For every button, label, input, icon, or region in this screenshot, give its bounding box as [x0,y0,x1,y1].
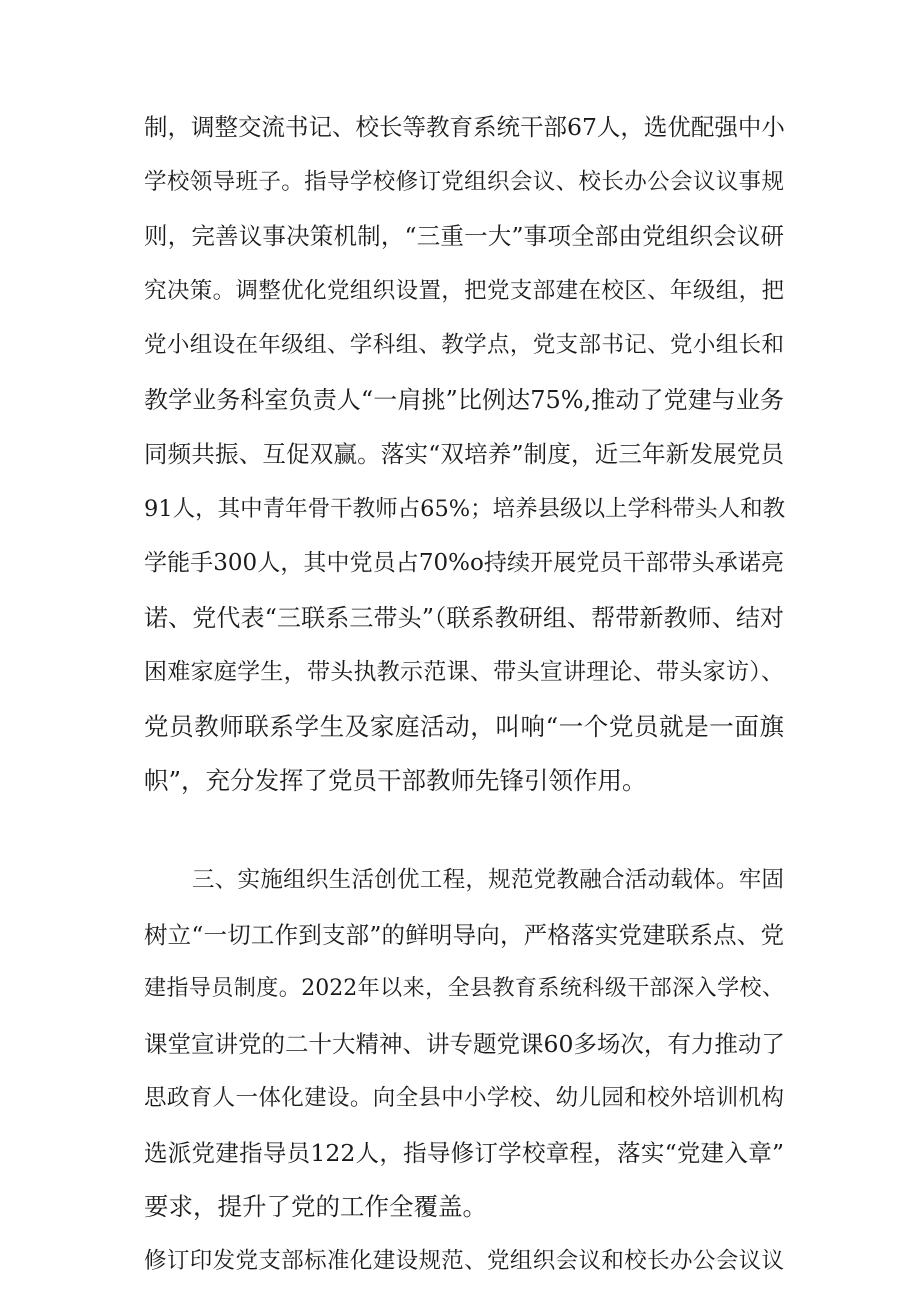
text-line: 诺、党代表“三联系三带头”（联系教研组、帮带新教师、结对 [144,604,784,632]
text-line: 91人，其中青年骨干教师占65%；培养县级以上学科带头人和教 [144,496,786,522]
text-line: 选派党建指导员122人，指导修订学校章程，落实“党建入章” [144,1139,784,1167]
text-line: 学校领导班子。指导学校修订党组织会议、校长办公会议议事规 [144,169,784,195]
text-line: 教学业务科室负责人“一肩挑”比例达75%,推动了党建与业务 [144,386,784,414]
text-line: 要求，提升了党的工作全覆盖。 [144,1192,487,1221]
text-line: 课堂宣讲党的二十大精神、讲专题党课60多场次，有力推动了 [144,1030,785,1058]
text-line: 帜”，充分发挥了党员干部教师先锋引领作用。 [144,766,647,795]
text-line: 修订印发党支部标准化建设规范、党组织会议和校长办公会议议 [144,1248,784,1274]
text-line: 建指导员制度。2022年以来，全县教育系统科级干部深入学校、 [144,976,784,1001]
text-line: 树立“一切工作到支部”的鲜明导向，严格落实党建联系点、党 [144,921,784,949]
text-line: 究决策。调整优化党组织设置，把党支部建在校区、年级组，把 [144,278,784,304]
section-heading-line: 三、实施组织生活创优工程，规范党教融合活动载体。牢固 [192,867,784,893]
text-line: 党员教师联系学生及家庭活动，叫响“一个党员就是一面旗 [144,712,784,741]
text-line: 困难家庭学生，带头执教示范课、带头宣讲理论、带头家访）、 [144,659,784,685]
text-line: 同频共振、互促双赢。落实“双培养”制度，近三年新发展党员 [144,440,784,468]
text-line: 思政育人一体化建设。向全县中小学校、幼儿园和校外培训机构 [144,1085,784,1111]
text-line: 则，完善议事决策机制，“三重一大”事项全部由党组织会议研 [144,222,784,250]
text-line: 制，调整交流书记、校长等教育系统干部67人，选优配强中小 [144,113,785,141]
text-line: 学能手300人，其中党员占70%o持续开展党员干部带头承诺亮 [144,550,784,576]
text-line: 党小组设在年级组、学科组、教学点，党支部书记、党小组长和 [144,332,784,358]
